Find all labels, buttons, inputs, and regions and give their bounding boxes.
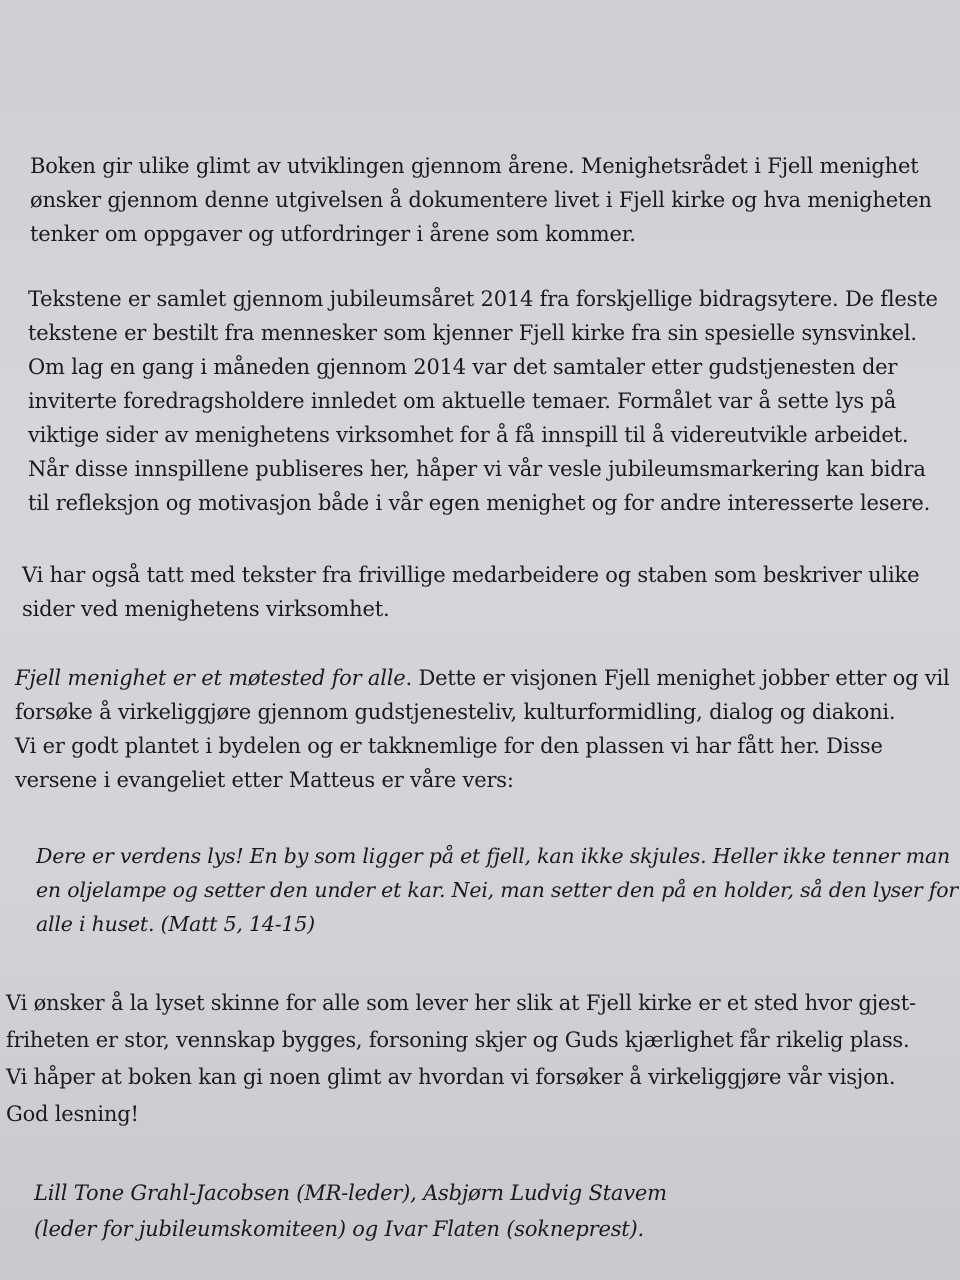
text-line: tenker om oppgaver og utfordringer i årene som kommer. <box>30 222 636 246</box>
closing-paragraph <box>6 985 916 1133</box>
intro-paragraph <box>30 149 932 251</box>
bible-quote <box>36 839 958 941</box>
quote-line: Dere er verdens lys! En by som ligger på et fjell, kan ikke skjules. Heller ikke tenner man <box>36 844 951 868</box>
text-line: Boken gir ulike glimt av utviklingen gjennom årene. Menighetsrådet i Fjell menighet <box>30 154 919 178</box>
contributors-paragraph <box>28 282 938 520</box>
text-line: forsøke å virkeliggjøre gjennom gudstjenesteliv, kulturformidling, dialog og diakoni. <box>15 700 896 724</box>
vision-first-line-rest: . Dette er visjonen Fjell menighet jobber etter og vil <box>405 666 950 690</box>
text-line: Når disse innspillene publiseres her, håper vi vår vesle jubileumsmarkering kan bidra <box>28 457 926 481</box>
vision-motto: Fjell menighet er et møtested for alle <box>15 666 406 690</box>
signature-line: (leder for jubileumskomiteen) og Ivar Flaten (sokneprest). <box>34 1217 645 1241</box>
text-line: Vi har også tatt med tekster fra frivillige medarbeidere og staben som beskriver ulike <box>22 563 920 587</box>
text-line: tekstene er bestilt fra mennesker som kjenner Fjell kirke fra sin spesielle synsvinkel. <box>28 321 917 345</box>
text-line: God lesning! <box>6 1102 139 1126</box>
text-line: inviterte foredragsholdere innledet om aktuelle temaer. Formålet var å sette lys på <box>28 389 897 413</box>
text-line: viktige sider av menighetens virksomhet for å få innspill til å videreutvikle arbeidet. <box>28 423 909 447</box>
text-line <box>15 661 950 695</box>
text-line: Tekstene er samlet gjennom jubileumsåret 2014 fra forskjellige bidragsytere. De fleste <box>28 287 938 311</box>
text-line: Vi er godt plantet i bydelen og er takknemlige for den plassen vi har fått her. Disse <box>15 734 883 758</box>
text-line: til refleksjon og motivasjon både i vår egen menighet og for andre interesserte lesere. <box>28 491 931 515</box>
vision-paragraph <box>15 661 950 797</box>
quote-line: alle i huset. (Matt 5, 14-15) <box>36 912 315 936</box>
text-line: versene i evangeliet etter Matteus er våre vers: <box>15 768 514 792</box>
signature-line: Lill Tone Grahl-Jacobsen (MR-leder), Asbjørn Ludvig Stavem <box>34 1181 667 1205</box>
text-line: Om lag en gang i måneden gjennom 2014 var det samtaler etter gudstjenesten der <box>28 355 898 379</box>
text-line: Vi ønsker å la lyset skinne for alle som lever her slik at Fjell kirke er et sted hvor gjest- <box>6 991 916 1015</box>
volunteers-paragraph <box>22 558 919 626</box>
text-line: friheten er stor, vennskap bygges, forsoning skjer og Guds kjærlighet får rikelig plass. <box>6 1028 910 1052</box>
quote-line: en oljelampe og setter den under et kar. Nei, man setter den på en holder, så den lyser for <box>36 878 958 902</box>
text-line: ønsker gjennom denne utgivelsen å dokumentere livet i Fjell kirke og hva menigheten <box>30 188 932 212</box>
text-line: Vi håper at boken kan gi noen glimt av hvordan vi forsøker å virkeliggjøre vår visjon. <box>6 1065 896 1089</box>
signature-block <box>34 1175 667 1247</box>
text-line: sider ved menighetens virksomhet. <box>22 597 390 621</box>
